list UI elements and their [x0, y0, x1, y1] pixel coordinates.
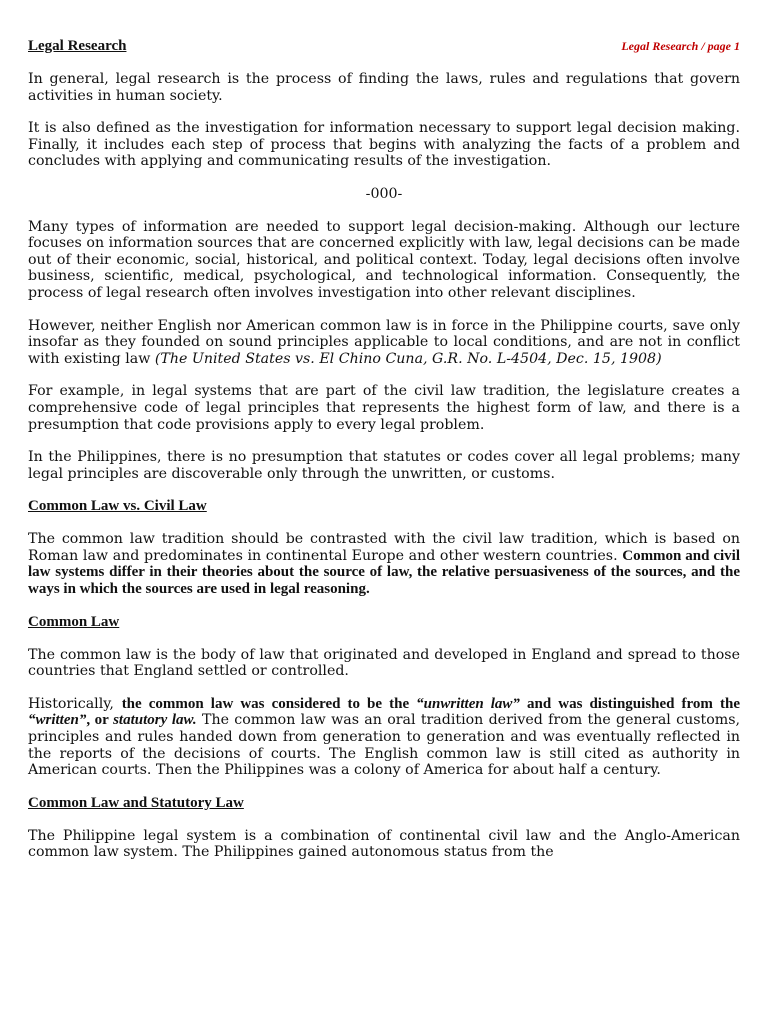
- paragraph: It is also defined as the investigation for information necessary to support legal decision making. Finally, it includes each step of process that begins with analyzing the facts of a problem and concludes with applying and communicating results of the investigation.: [28, 120, 740, 170]
- case-citation: (The United States vs. El Chino Cuna, G.R. No. L-4504, Dec. 15, 1908): [154, 350, 662, 367]
- section-heading-common-law: Common Law: [28, 613, 120, 630]
- document-page: [28, 38, 740, 861]
- paragraph: [28, 696, 740, 779]
- emphasis-text: , or: [86, 712, 114, 729]
- paragraph: The Philippine legal system is a combination of continental civil law and the Anglo-American common law system. The Philippines gained autonomous status from the: [28, 827, 740, 861]
- running-head: Legal Research / page 1: [621, 39, 740, 53]
- separator: -000-: [365, 185, 403, 202]
- paragraph-text: However, neither English nor American common law is in force in the Philippine courts, save only insofar as they founded on sound principles applicable to local conditions, and are not in conflict with existing law: [28, 317, 740, 367]
- section-heading-legal-research: Legal Research: [28, 38, 127, 54]
- paragraph: [28, 531, 740, 597]
- paragraph: In the Philippines, there is no presumption that statutes or codes cover all legal problems; many legal principles are discoverable only through the unwritten, or customs.: [28, 449, 740, 482]
- emphasis-text: “written”: [28, 712, 87, 729]
- paragraph: In general, legal research is the process of finding the laws, rules and regulations that govern activities in human society.: [28, 71, 740, 104]
- emphasis-text: and was distinguished from the: [519, 695, 740, 712]
- paragraph-text: Historically,: [28, 695, 122, 712]
- paragraph: Many types of information are needed to support legal decision-making. Although our lecture focuses on information sources that are concerned explicitly with law, legal decisions can be made out of their economic, social, historical, and political context. Today, legal decisions often involve business, scientific, medical, psychological, and technological information. Consequently, the process of legal research often involves investigation into other relevant disciplines.: [28, 218, 740, 301]
- emphasis-text: statutory law.: [113, 712, 197, 729]
- emphasis-text: the common law was considered to be the: [121, 695, 417, 712]
- emphasis-text: “unwritten law”: [416, 695, 520, 712]
- section-heading-common-and-statutory: Common Law and Statutory Law: [28, 794, 244, 811]
- paragraph: For example, in legal systems that are part of the civil law tradition, the legislature creates a comprehensive code of legal principles that represents the highest form of law, and there is a presumption that code provisions apply to every legal problem.: [28, 383, 740, 433]
- section-heading-common-vs-civil: Common Law vs. Civil Law: [28, 498, 207, 515]
- paragraph-text: The common law was an oral tradition derived from the general customs, principles and rules handed down from generation to generation and was eventually reflected in the reports of the decisions of courts. The English common law is still cited as authority in American courts. Then the Philippines was a colony of America for about half a century.: [28, 712, 740, 779]
- paragraph-text: The common law tradition should be contrasted with the civil law tradition, which is based on Roman law and predominates in continental Europe and other western countries.: [28, 531, 740, 564]
- paragraph: The common law is the body of law that originated and developed in England and spread to those countries that England settled or controlled.: [28, 646, 740, 680]
- emphasis-text: Common and civil law systems differ in their theories about the source of law, the relative persuasiveness of the sources, and the ways in which the sources are used in legal reasoning.: [28, 547, 741, 598]
- paragraph: [28, 318, 740, 368]
